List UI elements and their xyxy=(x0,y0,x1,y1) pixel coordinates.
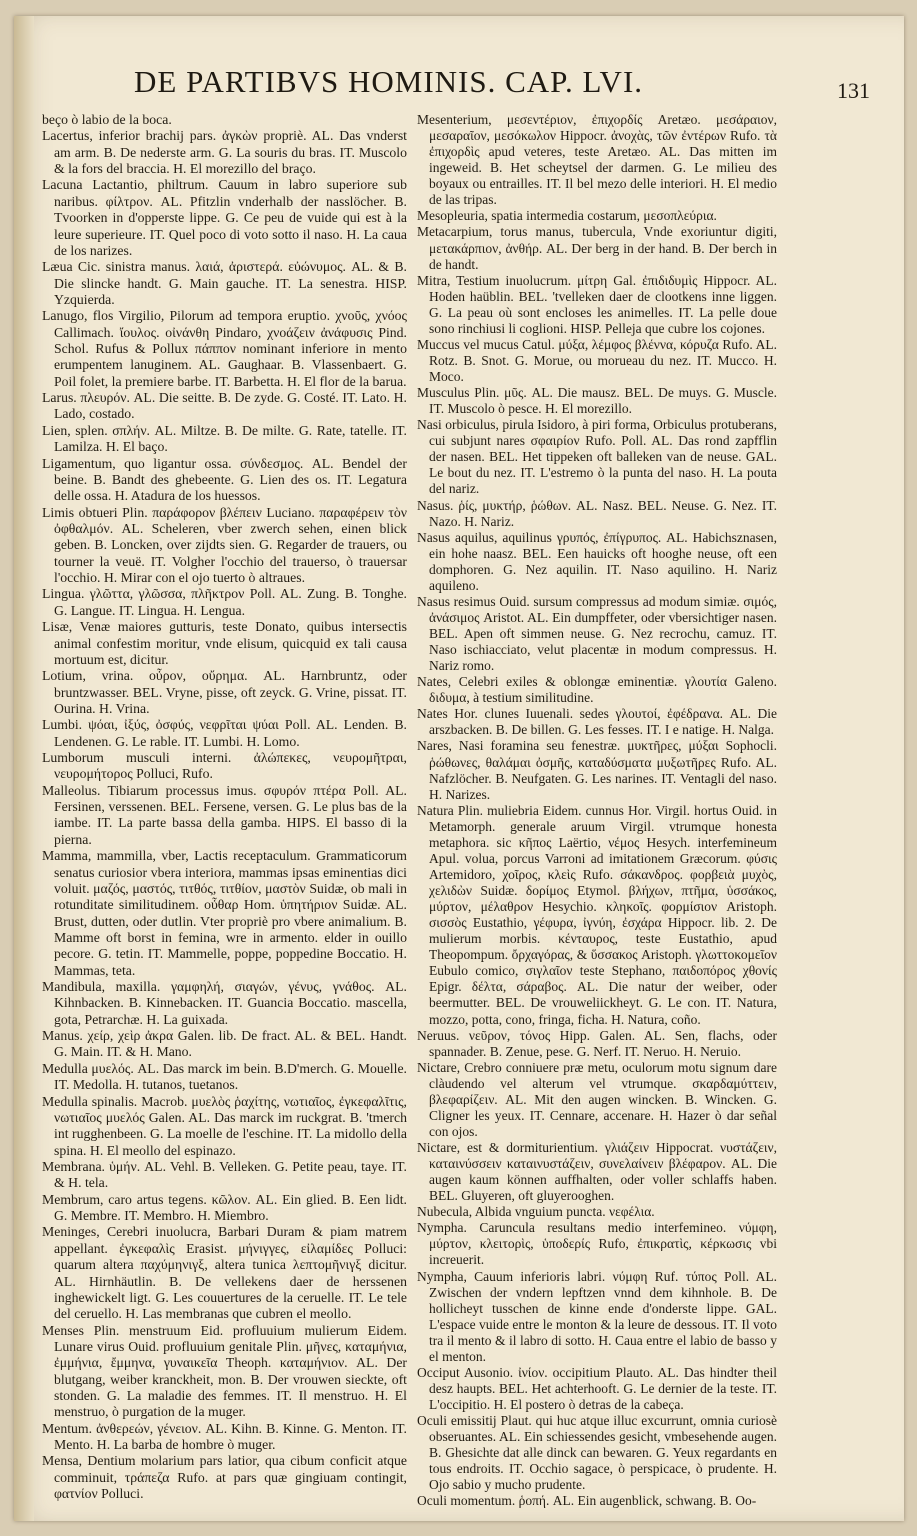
dictionary-entry: Ligamentum, quo ligantur ossa. σύνδεσμος. AL. Bendel der beine. B. Bandt des ghebeente. G. Lien des os. IT. Legatura delle ossa. H. Atadura de los huessos. xyxy=(42,455,407,504)
dictionary-entry: Nates, Celebri exiles & oblongæ eminentiæ. γλουτία Galeno. διδυμα, à testium similitudine. xyxy=(417,674,777,706)
page-number: 131 xyxy=(837,78,870,103)
dictionary-entry: beço ò labio de la boca. xyxy=(42,112,172,127)
dictionary-entry: Mamma, mammilla, vber, Lactis receptaculum. Grammaticorum senatus curiosior vbera interiora, mammas ipsas eminentias dici voluit. μαζός, μαστός, τιτθός, τιτθίον, μαστὸν Suidæ, ob mali in rotunditate similitudinem. οὖθαρ Hom. ὑπητήριον Suidæ. AL. Brust, dutten, oder dutlin. Vter propriè pro vbere animalium. B. Mamme oft borst in femina, wre in armento. elder in ouillo pecore. G. tetin. IT. Mammelle, poppe, poppedine Boccatio. H. Mammas, teta. xyxy=(42,848,407,978)
dictionary-entry: Mitra, Testium inuolucrum. μίτρη Gal. ἐπιδιδυμὶς Hippocr. AL. Hoden haüblin. BEL. 'tvelleken daer de clootkens inne liggen. G. La peau où sont encloses les animelles. IT. La pelle doue sono rinchiusi li coglioni. HISP. Pelleja que cubre los cojones. xyxy=(417,272,777,336)
right-column xyxy=(417,112,777,1509)
dictionary-entry: Membrana. ὑμήν. AL. Vehl. B. Velleken. G. Petite peau, taye. IT. & H. tela. xyxy=(42,1159,407,1191)
dictionary-entry: Lacertus, inferior brachij pars. ἀγκὼν propriè. AL. Das vnderst am arm. B. De nederste arm. G. La souris du bras. IT. Muscolo & la fors del braccia. H. El morezillo del braço. xyxy=(42,128,407,177)
book-page xyxy=(14,16,904,1521)
dictionary-entry: Musculus Plin. μῦς. AL. Die mausz. BEL. De muys. G. Muscle. IT. Muscolo ò pesce. H. El morezillo. xyxy=(417,385,777,417)
dictionary-entry: Neruus. νεῦρον, τόνος Hipp. Galen. AL. Sen, flachs, oder spannader. B. Zenue, pese. G. Nerf. IT. Neruo. H. Neruio. xyxy=(417,1027,777,1059)
dictionary-entry: Lotium, vrina. οὖρον, οὔρημα. AL. Harnbruntz, oder bruntzwasser. BEL. Vryne, pisse, oft zeyck. G. Vrine, pissat. IT. Ourina. H. Vrina. xyxy=(42,668,407,716)
dictionary-entry: Larus. πλευρόν. AL. Die seitte. B. De zyde. G. Costé. IT. Lato. H. Lado, costado. xyxy=(42,390,407,422)
dictionary-entry: Nasus aquilus, aquilinus γρυπός, ἐπίγρυπος. AL. Habichsznasen, ein hohe naasz. BEL. Een hauicks oft hooghe neuse, oft een domphoren. G. Nez aquilin. IT. Naso aquilino. H. Nariz aquileno. xyxy=(417,529,777,593)
dictionary-entry: Oculi emissitij Plaut. qui huc atque illuc excurrunt, omnia curiosè obseruantes. AL. Ein schiessendes gesicht, vmbesehende augen. B. Ghesichte dat alle dinck can bewaren. G. Yeux regardants en tous endroits. IT. Occhio sagace, ò perspicace, ò prudente. H. Ojo sabio y mucho prudente. xyxy=(417,1413,777,1493)
dictionary-entry: Mesopleuria, spatia intermedia costarum, μεσοπλεύρια. xyxy=(417,208,717,224)
dictionary-entry: Lacuna Lactantio, philtrum. Cauum in labro superiore sub naribus. φίλτρον. AL. Pfitzlin vnderhalb der nasslöcher. B. Tvoorken in d'opperste lippe. G. Ce peu de vuide qui est à la leure superieure. IT. Quel poco di voto sotto il naso. H. La caua de los narizes. xyxy=(42,177,407,258)
dictionary-entry: Medulla spinalis. Macrob. μυελὸς ῥαχίτης, νωτιαῖος, ἐγκεφαλῖτις, νωτιαῖος μυελός Galen. AL. Das marck im ruckgrat. B. 'tmerch int rugghenbeen. G. La moelle de l'eschine. IT. La midollo della spina. H. El meollo del espinazo. xyxy=(42,1093,407,1158)
dictionary-entry: Nasus resimus Ouid. sursum compressus ad modum simiæ. σιμός, ἀνάσιμος Aristot. AL. Ein dumpffeter, oder vbersichtiger nasen. BEL. Apen oft simmen neuse. G. Nez recrochu, camuz. IT. Naso ischiacciato, velut placentæ in modum compressus. H. Nariz romo. xyxy=(417,593,777,674)
dictionary-entry: Malleolus. Tibiarum processus imus. σφυρόν πτέρα Poll. AL. Fersinen, verssenen. BEL. Fersene, versen. G. Le plus bas de la iambe. IT. La parte bassa della gamba. HIPS. El basso di la pierna. xyxy=(42,782,407,847)
dictionary-entry: Meninges, Cerebri inuolucra, Barbari Duram & piam matrem appellant. ἐγκεφαλὶς Erasist. μήνιγγες, εἰλαμίδες Polluci: quarum altera παχύμηνιγξ, altera tunica λεπτομῆνιγξ dicitur. AL. Hirnhäutlin. B. De vellekens daer de herssenen inghewickelt ligt. G. Les couuertures de la ceruelle. IT. Le tele del ceruello. H. Las membranas que cubren el meollo. xyxy=(42,1224,407,1322)
dictionary-entry: Nates Hor. clunes Iuuenali. sedes γλουτοί, ἐφέδρανα. AL. Die arszbacken. B. De billen. G. Les fesses. IT. I e natige. H. Nalga. xyxy=(417,706,777,738)
dictionary-entry: Metacarpium, torus manus, tubercula, Vnde exoriuntur digiti, μετακάρπιον, ἀνθήρ. AL. Der berg in der hand. B. Der berch in de handt. xyxy=(417,224,777,272)
dictionary-entry: Medulla μυελός. AL. Das marck im bein. B.D'merch. G. Mouelle. IT. Medolla. H. tutanos, tuetanos. xyxy=(42,1060,407,1093)
dictionary-entry: Oculi momentum. ῥοπή. AL. Ein augenblick, schwang. B. Oo- xyxy=(417,1493,757,1509)
dictionary-entry: Membrum, caro artus tegens. κῶλον. AL. Ein glied. B. Een lidt. G. Membre. IT. Membro. H. Miembro. xyxy=(42,1191,407,1224)
dictionary-entry: Muccus vel mucus Catul. μύξα, λέμφος βλέννα, κόρυζα Rufo. AL. Rotz. B. Snot. G. Morue, ou morueau du nez. IT. Mucco. H. Moco. xyxy=(417,336,777,384)
dictionary-entry: Natura Plin. muliebria Eidem. cunnus Hor. Virgil. hortus Ouid. in Metamorph. generale aruum Virgil. vtrumque honesta metaphora. sic κῆπος Laërtio, νέμος Hesych. interfemineum Apul. volua, porcus Varroni ad imitationem Græcorum. φύσις Artemidoro, χοῖρος, κλεὶς Rufo. σάκανδρος. φορβειὰ μυχὸς, χελιδὼν Suidæ. δορίμος Etymol. βλήχων, πτῆμα, ὑσσάκος, μύρτον, μέλαθρον Hesychio. κληκοῖς. φορμίσιον Aristoph. σισσὸς Eustathio, γέφυρα, ἰγνύη, ἐσχάρα Hippocr. lib. 2. De mulierum morbis. κένταυρος, teste Eustathio, apud Theopompum. ὄρχαγόρας, & ὕσσακος Aristoph. γλωττοκομεῖον Eubulo comico, σιγλαῖον teste Stephano, παιδοπόρος χθονίς Epigr. δέλτα, σάραβος. AL. Die natur der weiber, oder beermutter. BEL. De vrouweliickheyt. G. Le con. IT. Natura, mozzo, potta, cono, fringa, ficha. H. Natura, coño. xyxy=(417,802,777,1027)
dictionary-entry: Lisæ, Venæ maiores gutturis, teste Donato, quibus intersectis animal confestim moritur, vnde elisum, quicquid ex tali causa mortuum est, dicitur. xyxy=(42,619,407,667)
dictionary-entry: Nictare, est & dormiturientium. γλιάζειν Hippocrat. νυστάζειν, καταινύσσειν καταινυστάζειν, συνελαίνειν βλέφαρον. AL. Die augen kaum können auffhalten, oder voller schlaffs haben. BEL. Gluyeren, oft gluyerooghen. xyxy=(417,1140,777,1204)
dictionary-entry: Nasi orbiculus, pirula Isidoro, à piri forma, Orbiculus protuberans, cui subjunt nares σφαιρίον Rufo. Poll. AL. Das rond zapfflin der nasen. BEL. Het tippeken oft balleken van de neuse. GAL. Le bout du nez. IT. L'estremo ò la punta del naso. H. La pouta del nariz. xyxy=(417,417,777,497)
dictionary-entry: Lumborum musculi interni. ἀλώπεκες, νευρομῆτραι, νευρομήτορος Polluci, Rufo. xyxy=(42,750,407,782)
dictionary-entry: Lien, splen. σπλήν. AL. Miltze. B. De milte. G. Rate, tatelle. IT. Lamilza. H. El baço. xyxy=(42,422,407,455)
running-header: DE PARTIBVS HOMINIS. CAP. LVI. xyxy=(134,64,644,99)
dictionary-entry: Nympha. Caruncula resultans medio interfeminео. νύμφη, μύρτον, κλειτορὶς, ὑποδερίς Rufo, ἐπικρατὶς, κέρκωσις vbi increuerit. xyxy=(417,1220,777,1268)
dictionary-entry: Lingua. γλῶττα, γλῶσσα, πλῆκτρον Poll. AL. Zung. B. Tonghe. G. Langue. IT. Lingua. H. Lengua. xyxy=(42,586,407,618)
dictionary-entry: Læua Cic. sinistra manus. λαιά, ἀριστερά. εὐώνυμος. AL. & B. Die slincke handt. G. Main gauche. IT. La senestra. HISP. Yzquierda. xyxy=(42,259,407,307)
dictionary-entry: Nympha, Cauum inferioris labri. νύμφη Ruf. τύπος Poll. AL. Zwischen der vndern lepftzen vnnd dem kihnhole. B. De hollicheyt tusschen de kinne ende d'onderste lippe. GAL. L'espace vuide entre le monton & la leure de dessous. IT. Il voto tra il mento & il labro di sotto. H. Caua entre el labio de basso y el menton. xyxy=(417,1268,777,1364)
left-column xyxy=(42,112,407,1503)
binding-shadow xyxy=(14,16,34,1521)
dictionary-entry: Manus. χείρ, χεὶρ ἀκρα Galen. lib. De fract. AL. & BEL. Handt. G. Main. IT. & H. Mano. xyxy=(42,1028,407,1060)
dictionary-entry: Mandibula, maxilla. γαμφηλή, σιαγών, γένυς, γνάθος. AL. Kihnbacken. B. Kinnebacken. IT. Guancia Boccatio. mascella, gota, Petrarchæ. H. La guixada. xyxy=(42,979,407,1027)
dictionary-entry: Mentum. ἀνθερεών, γένειον. AL. Kihn. B. Kinne. G. Menton. IT. Mento. H. La barba de hombre ò muger. xyxy=(42,1420,407,1453)
dictionary-entry: Mesenterium, μεσεντέριον, ἐπιχορδίς Aretæo. μεσάραιον, μεσαραῖον, μεσόκωλον Hippocr. ἀνοχὰς, τῶν ἐντέρων Rufo. τὰ ἐπιχορδὶς apud veteres, teste Aretæo. AL. Das mitten im ingeweid. B. Het scheytsel der darmen. G. Le milieu des boyaux ou entrailles. IT. Il bel mezo delle interiori. H. El medio de las tripas. xyxy=(417,112,777,208)
dictionary-entry: Occiput Ausonio. ἰνίον. occipitium Plauto. AL. Das hindter theil desz haupts. BEL. Het achterhooft. G. Le dernier de la teste. IT. L'occipitio. H. El postero ò detras de la cabeça. xyxy=(417,1364,777,1412)
dictionary-entry: Nares, Nasi foramina seu fenestræ. μυκτῆρες, μύξαι Sophocli. ῥώθωνες, θαλάμαι ὀσμῆς, καταδύσματα μυξωτῆρες Rufo. AL. Nafzlöcher. B. Neufgaten. G. Les narines. IT. Ventagli del naso. H. Narizes. xyxy=(417,738,777,802)
dictionary-entry: Limis obtueri Plin. παράφορον βλέπειν Luciano. παραφέρειν τὸν ὀφθαλμόν. AL. Scheleren, vber zwerch sehen, einen blick geben. B. Loncken, over zijdts sien. G. Regarder de trauers, ou tourner la veuë. IT. Volgher l'occhio del trauerso, ò trauersar l'occhio. H. Mirar con el ojo tuerto ò altraues. xyxy=(42,504,407,586)
dictionary-entry: Nasus. ῥίς, μυκτήρ, ῥώθων. AL. Nasz. BEL. Neuse. G. Nez. IT. Nazo. H. Nariz. xyxy=(417,497,777,529)
dictionary-entry: Nubecula, Albida vnguium puncta. νεφέλια. xyxy=(417,1204,655,1220)
dictionary-entry: Menses Plin. menstruum Eid. profluuium mulierum Eidem. Lunare virus Ouid. profluuium genitale Plin. μῆνες, καταμήνια, ἐμμήνια, ἔμμηνα, γυναικεῖα Theoph. καταμήνιον. AL. Der blutgang, weiber kranckheit, mon. B. Der vrouwen sieckte, oft stonden. G. La maladie des femmes. IT. Il menstruo. H. El menstruo, ò purgation de la muger. xyxy=(42,1322,407,1420)
dictionary-entry: Lumbi. ψόαι, ἰξύς, ὀσφύς, νεφρῖται ψύαι Poll. AL. Lenden. B. Lendenen. G. Le rable. IT. Lumbi. H. Lomo. xyxy=(42,717,407,749)
dictionary-entry: Mensa, Dentium molarium pars latior, qua cibum conficit atque comminuit, τράπεζα Rufo. at pars quæ gingiuam contingit, φατνίον Polluci. xyxy=(42,1453,407,1502)
dictionary-entry: Nictare, Crebro conniuere præ metu, oculorum motu signum dare clàudendo vel alterum vel vtrumque. σκαρδαμύττειν, βλεφαρίζειν. AL. Mit den augen wincken. B. Wincken. G. Cligner les yeux. IT. Cennare, accenare. H. Hazer ò dar señal con ojos. xyxy=(417,1059,777,1139)
dictionary-entry: Lanugo, flos Virgilio, Pilorum ad tempora eruptio. χνοῦς, χνόος Callimach. ἴουλος. οἰνάνθη Pindaro, χνοάζειν ἀνάφυσις Pind. Schol. Rufus & Pollux πάππον nominant inferiore in mento erumpentem lanuginem. AL. Gaughaar. B. Vlassenbaert. G. Poil folet, la premiere barbe. IT. Barbetta. H. El flor de la barua. xyxy=(42,308,407,389)
